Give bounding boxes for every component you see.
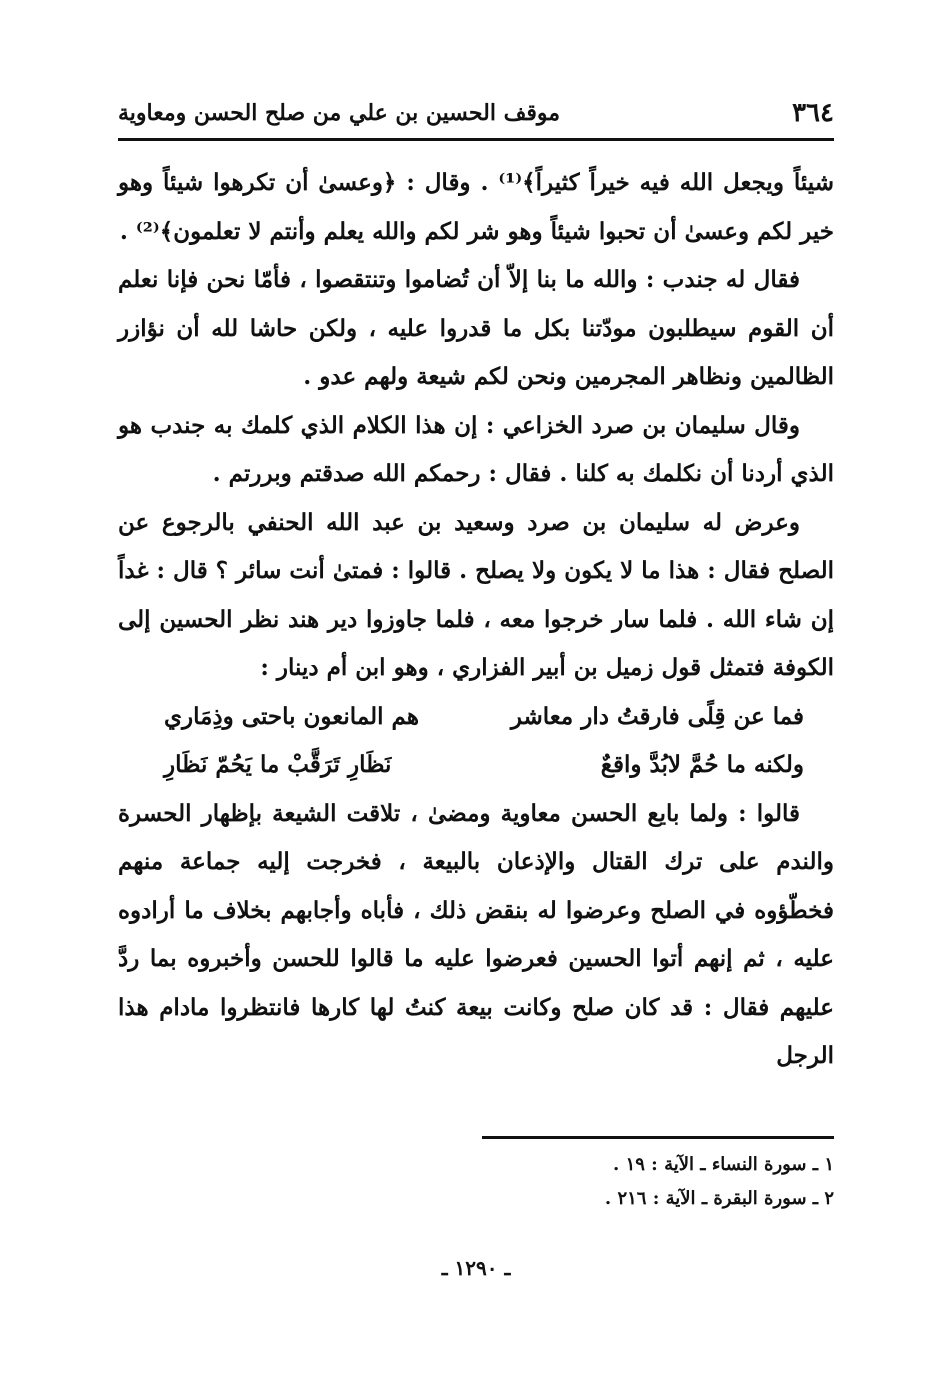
page-number: ٣٦٤ xyxy=(792,98,834,128)
footnote-divider xyxy=(482,1136,834,1139)
paragraph-jundab-reply: فقال له جندب : والله ما بنا إلاّ أن تُضاموا وتنتقصوا ، فأمّا نحن فإنا نعلم أن القوم سيطلبون مودّتنا بكل ما قدروا عليه ، ولكن حاشا لله أن نؤازر الظالمين ونظاهر المجرمين ونحن لكم شيعة ولهم عدو . xyxy=(118,266,835,390)
paragraph-sulayman-speech: وقال سليمان بن صرد الخزاعي : إن هذا الكلام الذي كلمك به جندب هو الذي أردنا أن نكلمك به كلنا . فقال : رحمكم الله صدقتم وبررتم . xyxy=(118,411,834,487)
verse-hemistich-first: ولكنه ما حُمَّ لابُدَّ واقعٌ xyxy=(600,751,804,778)
verse-line xyxy=(164,741,804,790)
paragraph-shia-regret: قالوا : ولما بايع الحسن معاوية ومضىٰ ، تلاقت الشيعة بإظهار الحسرة والندم على ترك القتال والإذعان بالبيعة ، فخرجت إليه جماعة منهم فخطّؤوه في الصلح وعرضوا له بنقض ذلك ، فأباه وأجابهم بخلاف ما أرادوه عليه ، ثم إنهم أتوا الحسين فعرضوا عليه ما قالوا للحسن وأخبروه بما ردَّ عليهم فقال : قد كان صلح وكانت بيعة كنتُ لها كارها فانتظروا مادام هذا الرجل xyxy=(118,799,834,1069)
verse-hemistich-second: هم المانعون باحتى وذِمَاري xyxy=(164,702,419,730)
verse-line xyxy=(164,693,804,742)
footnote-1: ١ ـ سورة النساء ـ الآية : ١٩ . xyxy=(613,1154,834,1175)
verse-hemistich-second: نَظَارِ تَرَقَّبْ ما يَحُمّ نَظَارِ xyxy=(164,751,392,778)
paragraph-return-offer: وعرض له سليمان بن صرد وسعيد بن عبد الله الحنفي بالرجوع عن الصلح فقال : هذا ما لا يكون ولا يصلح . قالوا : فمتىٰ أنت سائر ؟ قال : غداً إن شاء الله . فلما سار خرجوا معه ، فلما جاوزوا دير هند نظر الحسين إلى الكوفة فتمثل قول زميل بن أبير الفزاري ، وهو ابن أم دينار : xyxy=(118,508,834,681)
body-text xyxy=(118,159,834,1081)
verse-hemistich-first: فما عن قِلًى فارقتُ دار معاشر xyxy=(510,702,804,730)
poetry-verses xyxy=(118,693,834,790)
paragraph-quran-quote: شيئاً ويجعل الله فيه خيراً كثيراً﴾⁽¹⁾ . وقال : ﴿وعسىٰ أن تكرهوا شيئاً وهو خير لكم وعسىٰ أن تحبوا شيئاً وهو شر لكم والله يعلم وأنتم لا تعلمون﴾⁽²⁾ . xyxy=(118,169,834,245)
running-title: موقف الحسين بن علي من صلح الحسن ومعاوية xyxy=(118,100,561,126)
book-page xyxy=(118,88,834,1298)
footnote-2: ٢ ـ سورة البقرة ـ الآية : ٢١٦ . xyxy=(604,1188,834,1209)
footnotes xyxy=(605,1148,834,1216)
page-header xyxy=(118,88,834,141)
folio-number: ـ ١٢٩٠ ـ xyxy=(441,1256,511,1280)
